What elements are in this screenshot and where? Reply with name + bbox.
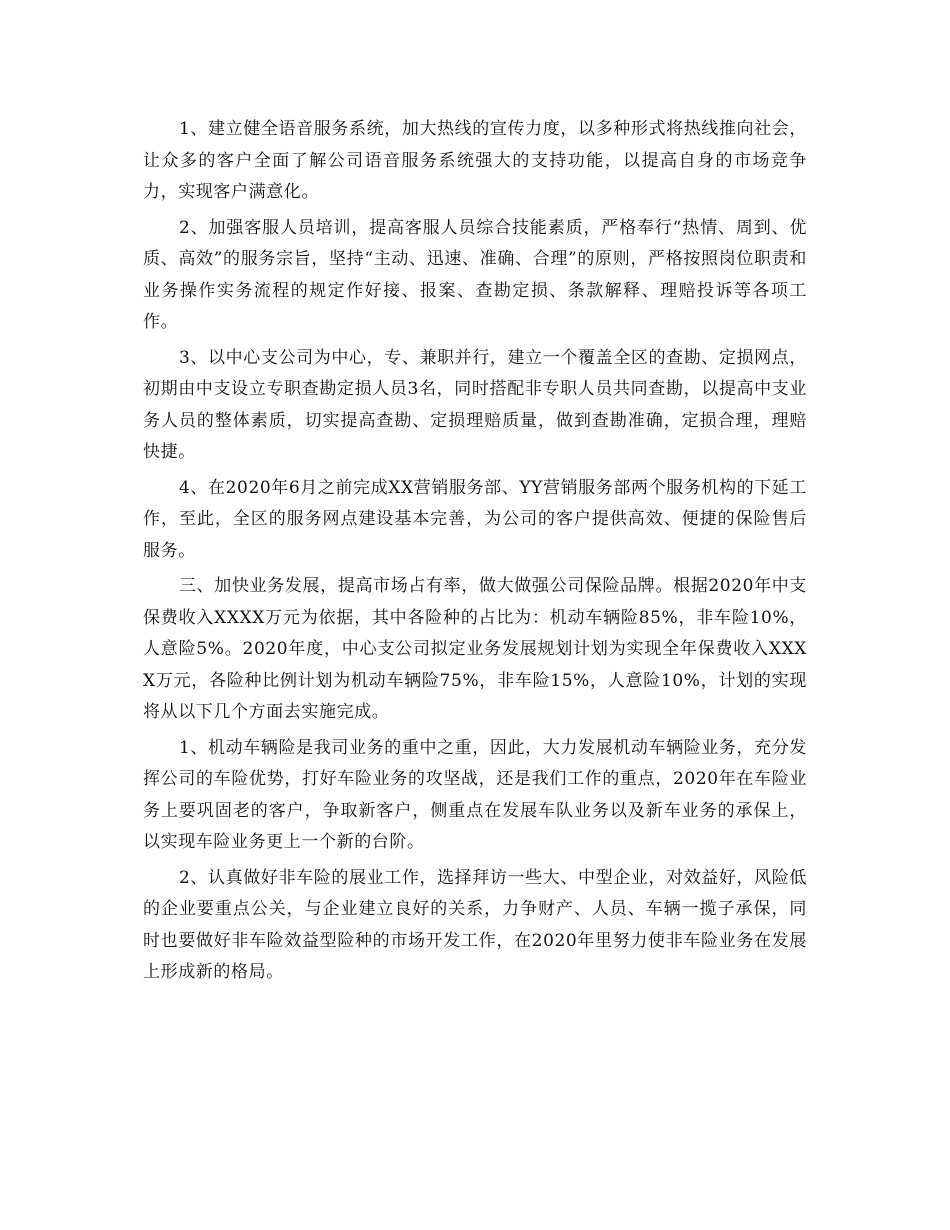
paragraph-voice-service: 1、建立健全语音服务系统，加大热线的宣传力度，以多种形式将热线推向社会，让众多的客户全面了解公司语音服务系统强大的支持功能，以提高自身的市场竞争力，实现客户满意化。 xyxy=(143,119,807,202)
paragraph-business-development: 三、加快业务发展，提高市场占有率，做大做强公司保险品牌。根据2020年中支保费收入XXXX万元为依据，其中各险种的占比为：机动车辆险85%，非车险10%，人意险5%。2020年度，中心支公司拟定业务发展规划计划为实现全年保费收入XXXX万元，各险种比例计划为机动车辆险75%，非车险15%，人意险10%，计划的实现将从以下几个方面去实施完成。 xyxy=(143,576,807,722)
paragraph-motor-insurance: 1、机动车辆险是我司业务的重中之重，因此，大力发展机动车辆险业务，充分发挥公司的车险优势，打好车险业务的攻坚战，还是我们工作的重点，2020年在车险业务上要巩固老的客户，争取新客户，侧重点在发展车队业务以及新车业务的承保上，以实现车险业务更上一个新的台阶。 xyxy=(143,737,807,852)
paragraph-survey-network: 3、以中心支公司为中心，专、兼职并行，建立一个覆盖全区的查勘、定损网点，初期由中支设立专职查勘定损人员3名，同时搭配非专职人员共同查勘，以提高中支业务人员的整体素质，切实提高查勘、定损理赔质量，做到查勘准确，定损合理，理赔快捷。 xyxy=(143,347,807,462)
paragraph-service-outlets: 4、在2020年6月之前完成XX营销服务部、YY营销服务部两个服务机构的下延工作，至此，全区的服务网点建设基本完善，为公司的客户提供高效、便捷的保险售后服务。 xyxy=(143,477,807,561)
paragraph-non-motor-insurance: 2、认真做好非车险的展业工作，选择拜访一些大、中型企业，对效益好，风险低的企业要重点公关，与企业建立良好的关系，力争财产、人员、车辆一揽子承保，同时也要做好非车险效益型险种的市场开发工作，在2020年里努力使非车险业务在发展上形成新的格局。 xyxy=(143,867,807,982)
paragraph-staff-training: 2、加强客服人员培训，提高客服人员综合技能素质，严格奉行“热情、周到、优质、高效”的服务宗旨，坚持“主动、迅速、准确、合理”的原则，严格按照岗位职责和业务操作实务流程的规定作好接、报案、查勘定损、条款解释、理赔投诉等各项工作。 xyxy=(143,217,807,332)
document-body xyxy=(143,114,807,993)
